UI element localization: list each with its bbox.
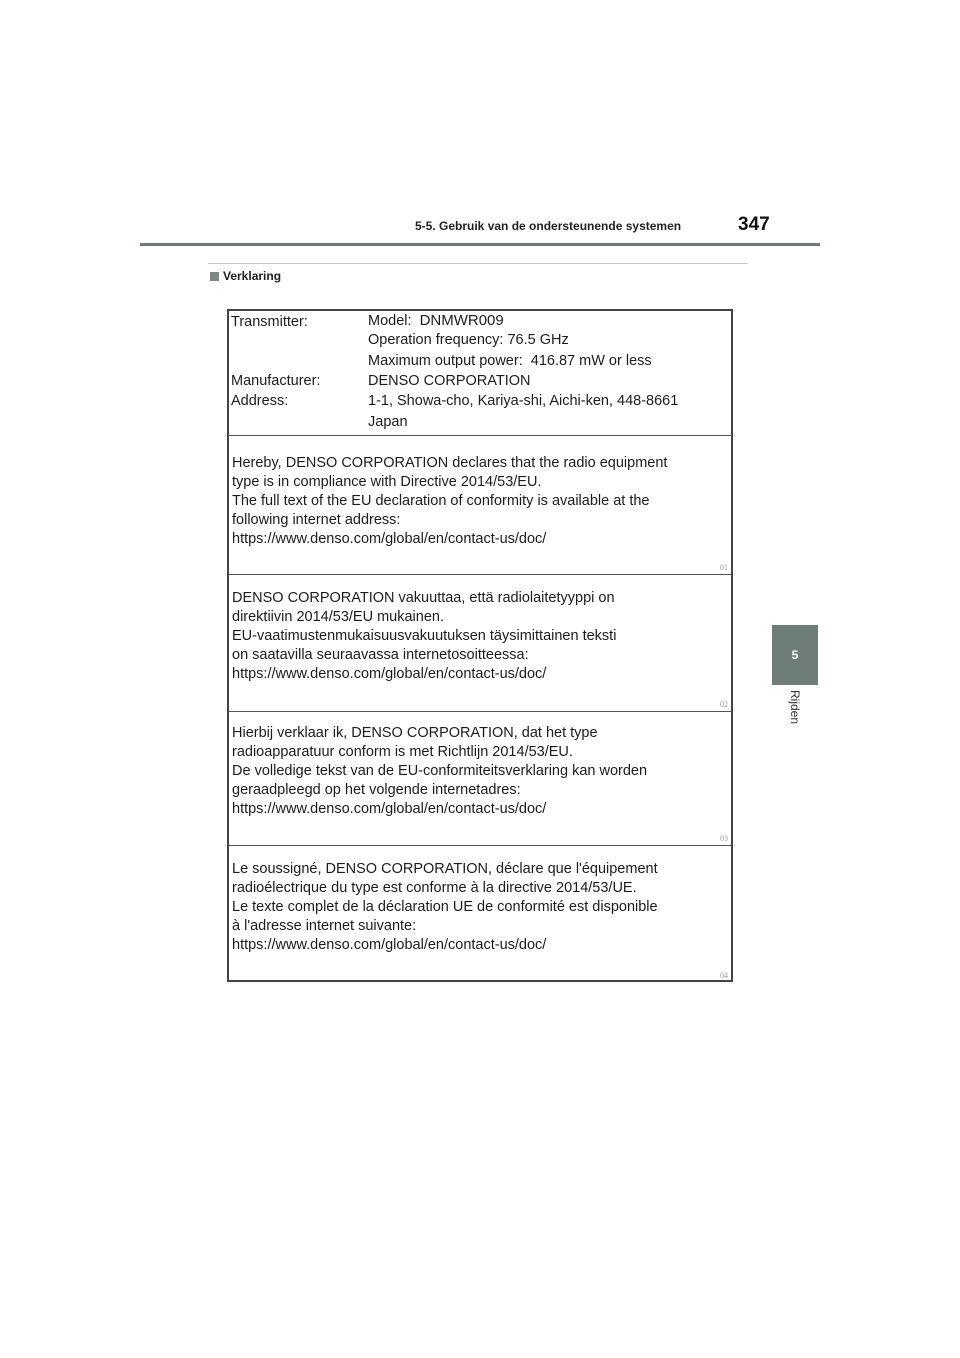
manufacturer-value: DENSO CORPORATION — [368, 373, 531, 389]
address-line-1: 1-1, Showa-cho, Kariya-shi, Aichi-ken, 448-8661 — [368, 393, 679, 409]
declaration-panel-fi — [229, 574, 731, 711]
declaration-text: Le soussigné, DENSO CORPORATION, déclare que l'équipement radioélectrique du type est conforme à la directive 2014/53/UE. Le texte complet de la déclaration UE de conformité est disponible à l'adresse internet suivante: https://www.denso.com/global/en/contact-us/doc/ — [232, 861, 658, 953]
model-label: Model: — [368, 313, 412, 329]
declaration-panel-en — [229, 435, 731, 574]
spec-panel — [229, 311, 731, 435]
chapter-number: 5 — [791, 648, 799, 662]
manufacturer-label: Manufacturer: — [231, 373, 321, 389]
address-line-2: Japan — [368, 414, 408, 430]
chapter-title: Rijden — [788, 690, 802, 725]
declaration-code: 04 — [720, 971, 728, 980]
power-label: Maximum output power: — [368, 353, 523, 369]
section-heading — [210, 269, 281, 283]
page-number: 347 — [738, 214, 770, 235]
declaration-panel-nl — [229, 711, 731, 845]
power-value: 416.87 mW or less — [530, 353, 652, 369]
frequency-line: Operation frequency: 76.5 GHz — [368, 332, 569, 348]
declaration-panel-fr — [229, 845, 731, 982]
square-bullet-icon — [210, 272, 219, 281]
chapter-tab[interactable] — [772, 625, 818, 685]
model-line — [368, 312, 504, 329]
section-heading-label: Verklaring — [223, 269, 282, 283]
address-label: Address: — [231, 393, 289, 409]
power-line — [368, 353, 652, 369]
declaration-code: 02 — [720, 700, 728, 709]
model-value: DNMWR009 — [419, 312, 504, 329]
section-title: 5-5. Gebruik van de ondersteunende systemen — [415, 219, 682, 233]
section-divider — [208, 263, 748, 264]
declaration-text: Hereby, DENSO CORPORATION declares that the radio equipment type is in compliance with Directive 2014/53/EU. The full text of the EU declaration of conformity is available at the following internet address: https://www.denso.com/global/en/contact-us/doc/ — [232, 455, 668, 547]
transmitter-label: Transmitter: — [231, 314, 308, 330]
declaration-text: DENSO CORPORATION vakuuttaa, että radiolaitetyyppi on direktiivin 2014/53/EU mukainen. EU-vaatimustenmukaisuusvakuutuksen täysimittainen teksti on saatavilla seuraavassa internetosoitteessa: https://www.denso.com/global/en/contact-us/doc/ — [232, 590, 617, 682]
declaration-image — [227, 309, 733, 982]
declaration-code: 03 — [720, 834, 728, 843]
declaration-code: 01 — [720, 563, 728, 572]
declaration-text: Hierbij verklaar ik, DENSO CORPORATION, dat het type radioapparatuur conform is met Richtlijn 2014/53/EU. De volledige tekst van de EU-conformiteitsverklaring kan worden geraadpleegd op het volgende internetadres: https://www.denso.com/global/en/contact-us/doc/ — [232, 725, 648, 817]
header-divider — [140, 243, 820, 246]
